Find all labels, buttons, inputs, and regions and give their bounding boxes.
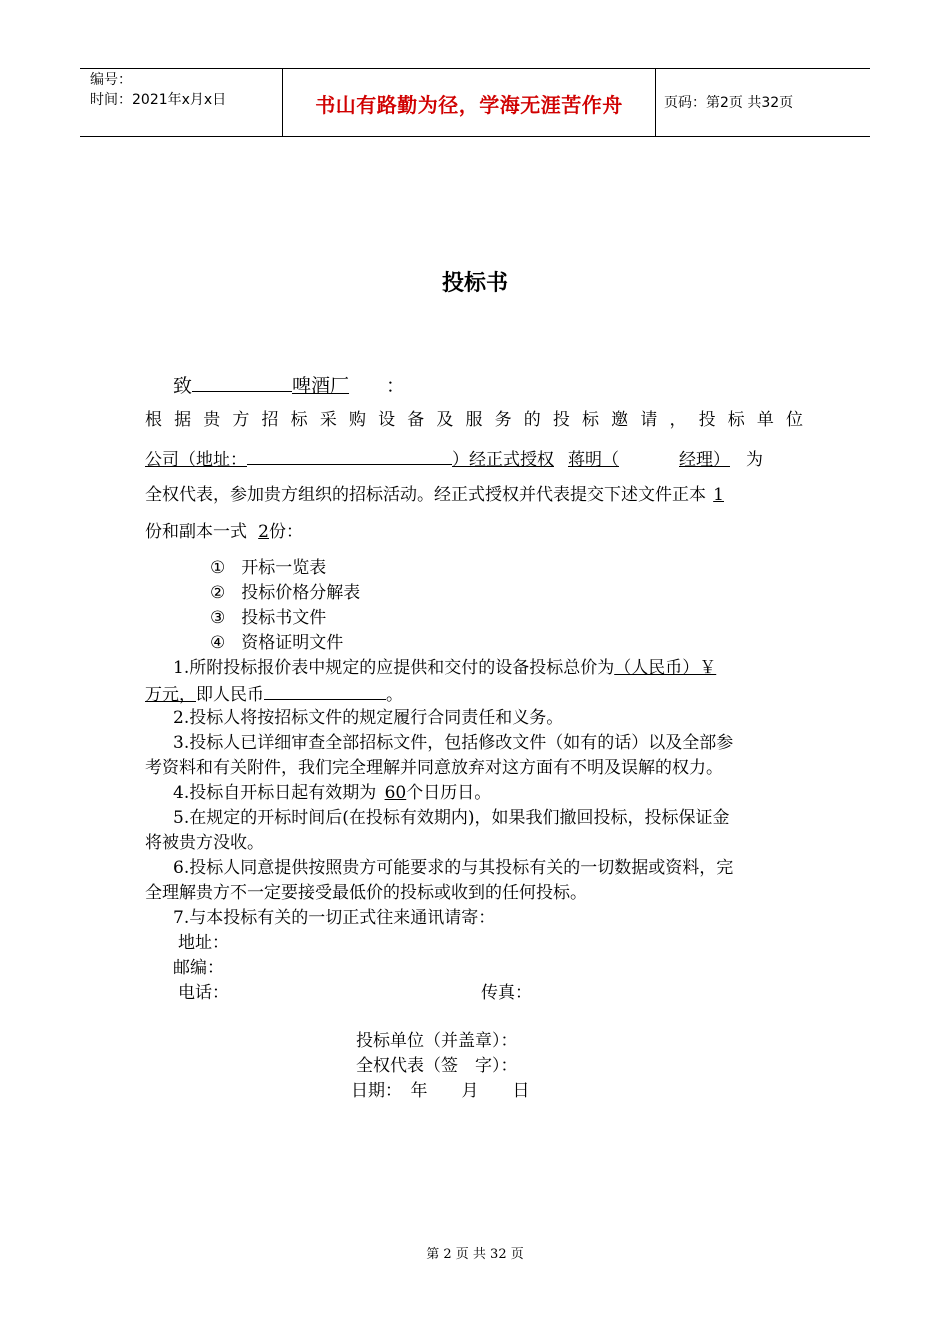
document-list-item — [210, 582, 360, 604]
item-1-line-1 — [173, 657, 716, 679]
currency-label: （人民币）￥ — [614, 658, 717, 678]
list-label: 投标书文件 — [241, 608, 327, 628]
list-marker: ② — [210, 583, 226, 603]
intro-line-1: 根据贵方招标采购设备及服务的投标邀请，投标单位 — [145, 410, 805, 430]
intro-line-3-text: 全权代表，参加贵方组织的招标活动。经正式授权并代表提交下述文件正本 — [145, 485, 706, 505]
item-5-line-1: 5.在规定的开标时间后(在投标有效期内)，如果我们撤回投标，投标保证金 — [173, 808, 730, 828]
intro-line-2-suffix: 为 — [746, 450, 763, 470]
header-motto-cell — [282, 69, 656, 136]
address-blank — [247, 447, 452, 465]
item-4 — [173, 782, 491, 804]
salutation-colon: ： — [386, 375, 406, 397]
item-7: 7.与本投标有关的一切正式往来通讯请寄： — [173, 908, 496, 928]
intro-line-4-suffix: 份： — [269, 522, 303, 542]
rmb-amount-blank — [264, 682, 386, 700]
salutation-prefix: 致 — [173, 375, 193, 397]
list-marker: ③ — [210, 608, 226, 628]
originals-count: 1 — [713, 485, 724, 505]
recipient-name: 啤酒厂 — [292, 375, 350, 397]
item-4-prefix: 4.投标自开标日起有效期为 — [173, 783, 377, 803]
list-label: 资格证明文件 — [241, 633, 344, 653]
signature-rep-label: 全权代表（签 字）： — [356, 1056, 518, 1076]
intro-line-2 — [145, 447, 763, 471]
list-label: 投标价格分解表 — [241, 583, 361, 603]
item-1-line-2 — [145, 682, 403, 706]
number-label: 编号： — [90, 72, 132, 88]
header-page-info: 页码：第2页 共32页 — [664, 95, 794, 111]
item-6-line-2: 全理解贵方不一定要接受最低价的投标或收到的任何投标。 — [145, 883, 587, 903]
list-label: 开标一览表 — [241, 558, 327, 578]
item-1-end: 。 — [386, 685, 403, 705]
item-3-line-1: 3.投标人已详细审查全部招标文件，包括修改文件（如有的话）以及全部参 — [173, 733, 734, 753]
item-6-line-1: 6.投标人同意提供按照贵方可能要求的与其投标有关的一切数据或资料，完 — [173, 858, 734, 878]
document-list-item — [210, 607, 326, 629]
page-header — [80, 68, 870, 137]
item-3-line-2: 考资料和有关附件，我们完全理解并同意放弃对这方面有不明及误解的权力。 — [145, 758, 723, 778]
contact-fax-label: 传真： — [481, 983, 532, 1003]
document-list-item — [210, 632, 343, 654]
page-footer: 第 2 页 共 32 页 — [426, 1247, 524, 1262]
authorized-text: ）经正式授权 — [452, 450, 554, 470]
signature-date-label: 日期： 年 月 日 — [351, 1081, 530, 1101]
intro-line-4 — [145, 521, 303, 543]
validity-days: 60 — [384, 783, 407, 803]
item-1-rmb-text: 即人民币 — [196, 685, 264, 705]
salutation — [173, 374, 405, 398]
contact-phone-label: 电话： — [178, 983, 229, 1003]
contact-address-label: 地址： — [178, 933, 229, 953]
signature-unit-label: 投标单位（并盖章）： — [356, 1031, 518, 1051]
list-marker: ④ — [210, 633, 226, 653]
representative-title: 经理） — [679, 450, 730, 470]
amount-unit: 万元， — [145, 685, 196, 705]
list-marker: ① — [210, 558, 226, 578]
document-list-item — [210, 557, 326, 579]
document-title: 投标书 — [441, 271, 508, 296]
company-label: 公司（地址： — [145, 450, 247, 470]
header-motto: 书山有路勤为径，学海无涯苦作舟 — [315, 93, 623, 117]
recipient-blank — [192, 374, 292, 392]
header-right-cell — [655, 69, 870, 136]
item-1-text: 1.所附投标报价表中规定的应提供和交付的设备投标总价为 — [173, 658, 615, 678]
intro-line-4-prefix: 份和副本一式 — [145, 522, 247, 542]
item-5-line-2: 将被贵方没收。 — [145, 833, 264, 853]
representative-name: 蒋明（ — [568, 450, 619, 470]
item-2: 2.投标人将按招标文件的规定履行合同责任和义务。 — [173, 708, 564, 728]
intro-line-3 — [145, 484, 724, 506]
item-4-suffix: 个日历日。 — [406, 783, 492, 803]
copies-count: 2 — [258, 522, 269, 542]
time-label: 时间：2021年x月x日 — [90, 92, 227, 108]
contact-postcode-label: 邮编： — [173, 958, 224, 978]
header-left-cell — [80, 69, 282, 136]
